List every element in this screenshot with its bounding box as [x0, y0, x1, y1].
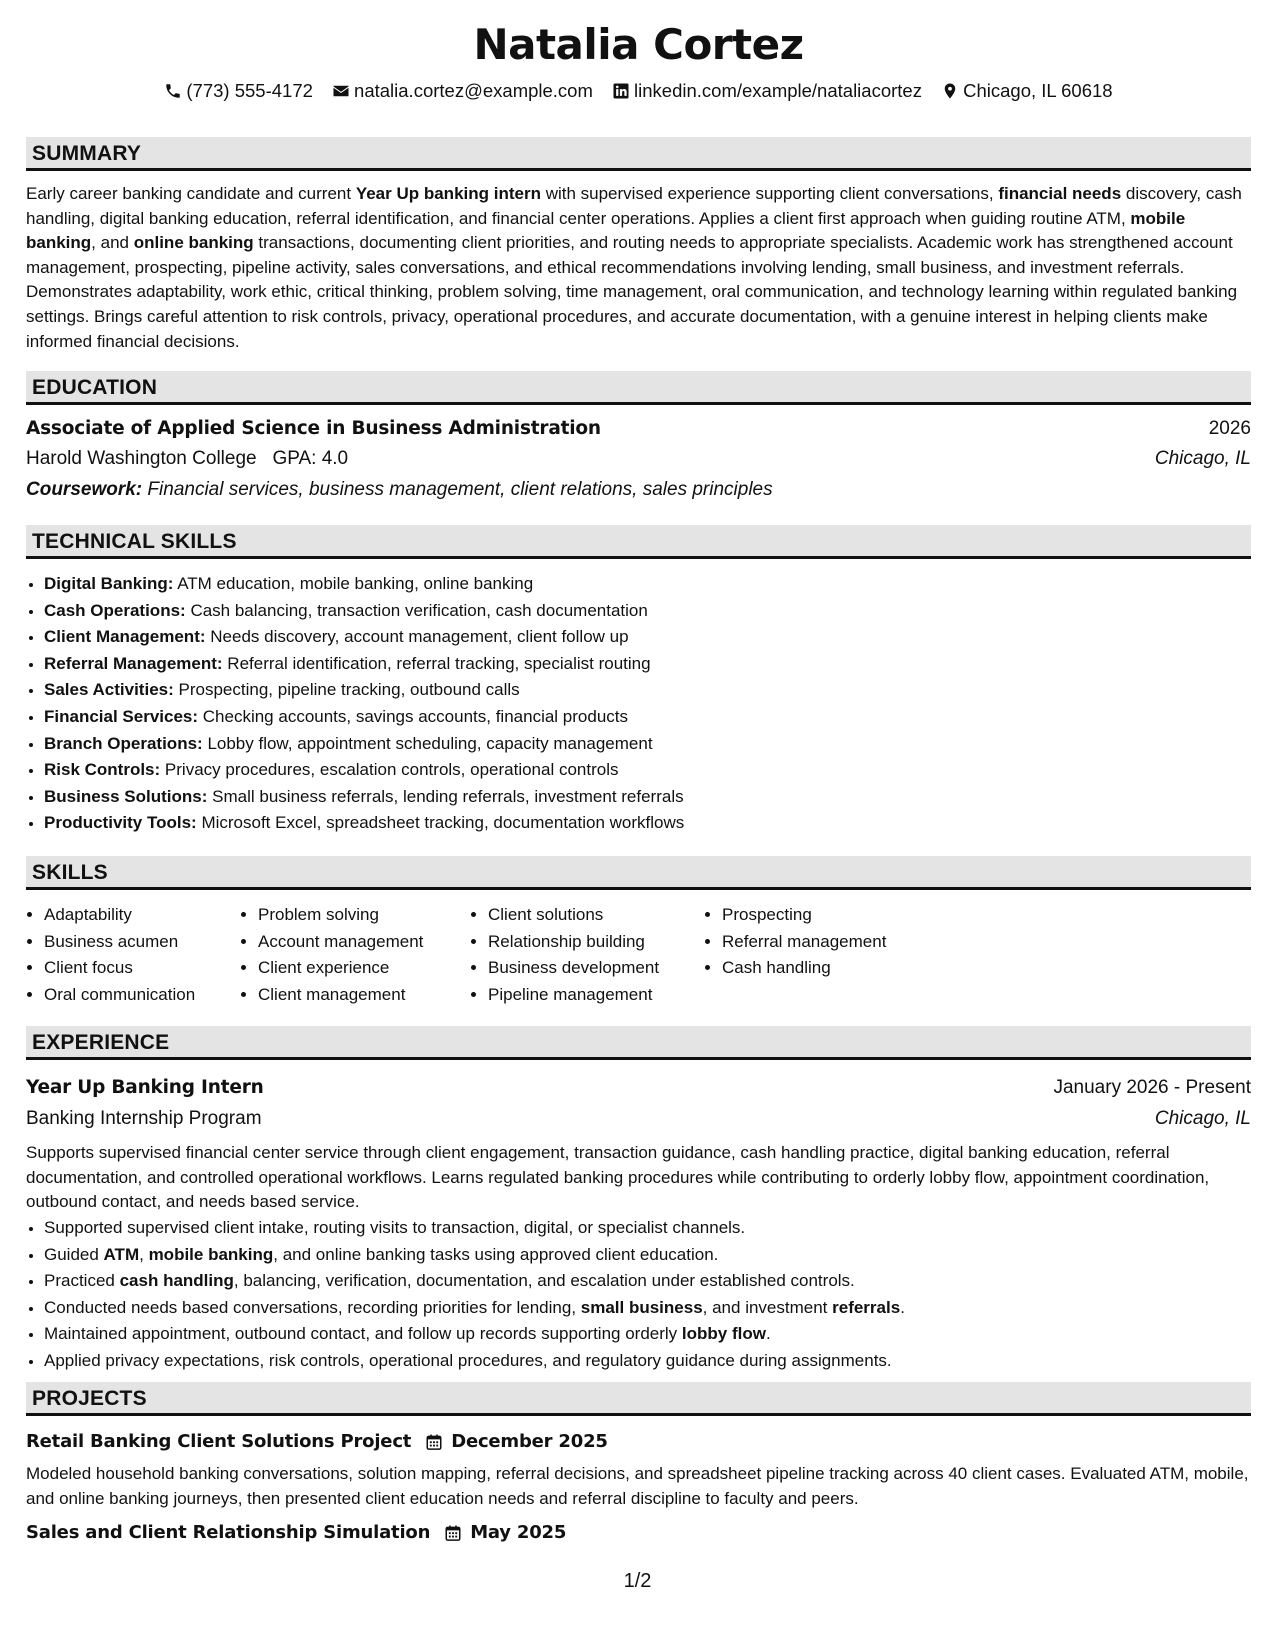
list-item: • Applied privacy expectations, risk controls, operational procedures, and regulatory guidance during assignments.	[44, 1348, 905, 1375]
project-date: December 2025	[451, 1431, 608, 1452]
list-item: • Problem solving	[258, 902, 423, 929]
section-title: SUMMARY	[32, 142, 142, 165]
school-location: Chicago, IL	[1154, 448, 1251, 469]
degree-title: Associate of Applied Science in Business Administration	[26, 418, 601, 439]
section-header-projects	[26, 1382, 1251, 1416]
gpa: GPA: 4.0	[272, 448, 349, 469]
education-row-1	[26, 418, 1251, 440]
section-title: SKILLS	[32, 861, 108, 884]
candidate-name: Natalia Cortez	[473, 20, 804, 69]
list-item: • Supported supervised client intake, routing visits to transaction, digital, or specialist channels.	[44, 1215, 905, 1242]
list-item: • Client solutions	[488, 902, 659, 929]
experience-description: Supports supervised financial center service through client engagement, transaction guidance, cash handling practice, digital banking education, referral documentation, and controlled operational workflows. Learns regulated banking procedures while contributing to orderly lobby flow, appointment coordination, outbound contact, and needs based service.	[26, 1143, 1210, 1212]
contact-linkedin-text: linkedin.com/example/nataliacortez	[634, 80, 922, 101]
list-item: • Referral management	[722, 929, 886, 956]
list-item: • Client management	[258, 982, 423, 1009]
list-item: • Referral Management: Referral identification, referral tracking, specialist routing	[44, 651, 684, 678]
list-item: • Prospecting	[722, 902, 886, 929]
contact-phone-text: (773) 555-4172	[186, 80, 313, 101]
project-1-header	[26, 1431, 608, 1452]
list-item: • Conducted needs based conversations, recording priorities for lending, small business, and investment referrals.	[44, 1295, 905, 1322]
list-item: • Guided ATM, mobile banking, and online banking tasks using approved client education.	[44, 1242, 905, 1269]
list-item: • Client focus	[44, 955, 195, 982]
coursework-label: Coursework:	[26, 479, 143, 500]
section-title: PROJECTS	[32, 1387, 147, 1410]
contact-location	[941, 80, 1112, 102]
section-title: EXPERIENCE	[32, 1031, 170, 1054]
list-item: • Sales Activities: Prospecting, pipeline tracking, outbound calls	[44, 677, 684, 704]
list-item: • Pipeline management	[488, 982, 659, 1009]
list-item: • Financial Services: Checking accounts, savings accounts, financial products	[44, 704, 684, 731]
job-title: Year Up Banking Intern	[26, 1077, 264, 1098]
list-item: • Productivity Tools: Microsoft Excel, spreadsheet tracking, documentation workflows	[44, 810, 684, 837]
list-item: • Relationship building	[488, 929, 659, 956]
list-item: • Adaptability	[44, 902, 195, 929]
list-item: • Account management	[258, 929, 423, 956]
coursework-text: Financial services, business management, client relations, sales principles	[147, 479, 773, 500]
list-item: • Business development	[488, 955, 659, 982]
list-item: • Branch Operations: Lobby flow, appointment scheduling, capacity management	[44, 731, 684, 758]
project-title: Retail Banking Client Solutions Project	[26, 1431, 412, 1452]
list-item: • Maintained appointment, outbound contact, and follow up records supporting orderly lobby flow.	[44, 1321, 905, 1348]
experience-row-2	[26, 1108, 1251, 1130]
education-row-2	[26, 448, 1251, 470]
calendar-icon	[425, 1433, 443, 1451]
contact-linkedin[interactable]	[612, 80, 922, 102]
job-dates: January 2026 - Present	[1053, 1077, 1251, 1098]
list-item: • Risk Controls: Privacy procedures, escalation controls, operational controls	[44, 757, 684, 784]
list-item: • Practiced cash handling, balancing, verification, documentation, and escalation under established controls.	[44, 1268, 905, 1295]
skills-column-4	[704, 902, 886, 982]
section-title: EDUCATION	[32, 376, 158, 399]
contact-location-text: Chicago, IL 60618	[963, 80, 1113, 101]
contact-line	[26, 80, 1251, 105]
list-item: • Business acumen	[44, 929, 195, 956]
section-header-technical-skills	[26, 525, 1251, 559]
linkedin-icon	[612, 82, 630, 100]
list-item: • Business Solutions: Small business referrals, lending referrals, investment referrals	[44, 784, 684, 811]
map-pin-icon	[941, 82, 959, 100]
section-header-skills	[26, 856, 1251, 890]
list-item: • Cash handling	[722, 955, 886, 982]
page-number: 1/2	[623, 1570, 652, 1592]
phone-icon	[164, 82, 182, 100]
list-item: • Client experience	[258, 955, 423, 982]
graduation-year: 2026	[1208, 418, 1251, 439]
list-item: • Client Management: Needs discovery, account management, client follow up	[44, 624, 684, 651]
skills-column-2	[240, 902, 423, 1008]
project-date: May 2025	[470, 1522, 567, 1543]
technical-skills-list	[26, 571, 684, 837]
coursework	[26, 479, 1251, 501]
list-item: • Cash Operations: Cash balancing, transaction verification, cash documentation	[44, 598, 684, 625]
resume-page	[26, 0, 1251, 1650]
skills-column-1	[26, 902, 195, 1008]
skills-column-3	[470, 902, 659, 1008]
organization: Banking Internship Program	[26, 1108, 262, 1129]
section-header-summary	[26, 137, 1251, 171]
section-header-experience	[26, 1026, 1251, 1060]
section-title: TECHNICAL SKILLS	[32, 530, 237, 553]
experience-bullets	[26, 1215, 905, 1375]
envelope-icon	[332, 82, 350, 100]
job-location: Chicago, IL	[1154, 1108, 1251, 1129]
experience-row-1	[26, 1077, 1251, 1099]
list-item: • Digital Banking: ATM education, mobile banking, online banking	[44, 571, 684, 598]
calendar-icon	[444, 1524, 462, 1542]
school-name: Harold Washington College	[26, 448, 257, 469]
summary-text: Early career banking candidate and current Year Up banking intern with supervised experience supporting client conversations, financial needs discovery, cash handling, digital banking education, referral identification, and financial center operations. Applies a client first approach when guiding routine ATM, mobile banking, and online banking transactions, documenting client priorities, and routing needs to appropriate specialists. Academic work has strengthened account management, prospecting, pipeline activity, sales conversations, and ethical recommendations involving lending, small business, and investment referrals. Demonstrates adaptability, work ethic, critical thinking, problem solving, time management, oral communication, and technology learning within regulated banking settings. Brings careful attention to risk controls, privacy, operational procedures, and accurate documentation, with a genuine interest in helping clients make informed financial decisions.	[26, 184, 1242, 351]
contact-email[interactable]	[332, 80, 593, 102]
section-header-education	[26, 371, 1251, 405]
contact-email-text: natalia.cortez@example.com	[354, 80, 593, 101]
project-1-description: Modeled household banking conversations, solution mapping, referral decisions, and spreadsheet pipeline tracking across 40 client cases. Evaluated ATM, mobile, and online banking journeys, then presented client education needs and referral discipline to faculty and peers.	[26, 1464, 1249, 1508]
contact-phone[interactable]	[164, 80, 313, 102]
list-item: • Oral communication	[44, 982, 195, 1009]
project-title: Sales and Client Relationship Simulation	[26, 1522, 431, 1543]
project-2-header	[26, 1522, 566, 1543]
